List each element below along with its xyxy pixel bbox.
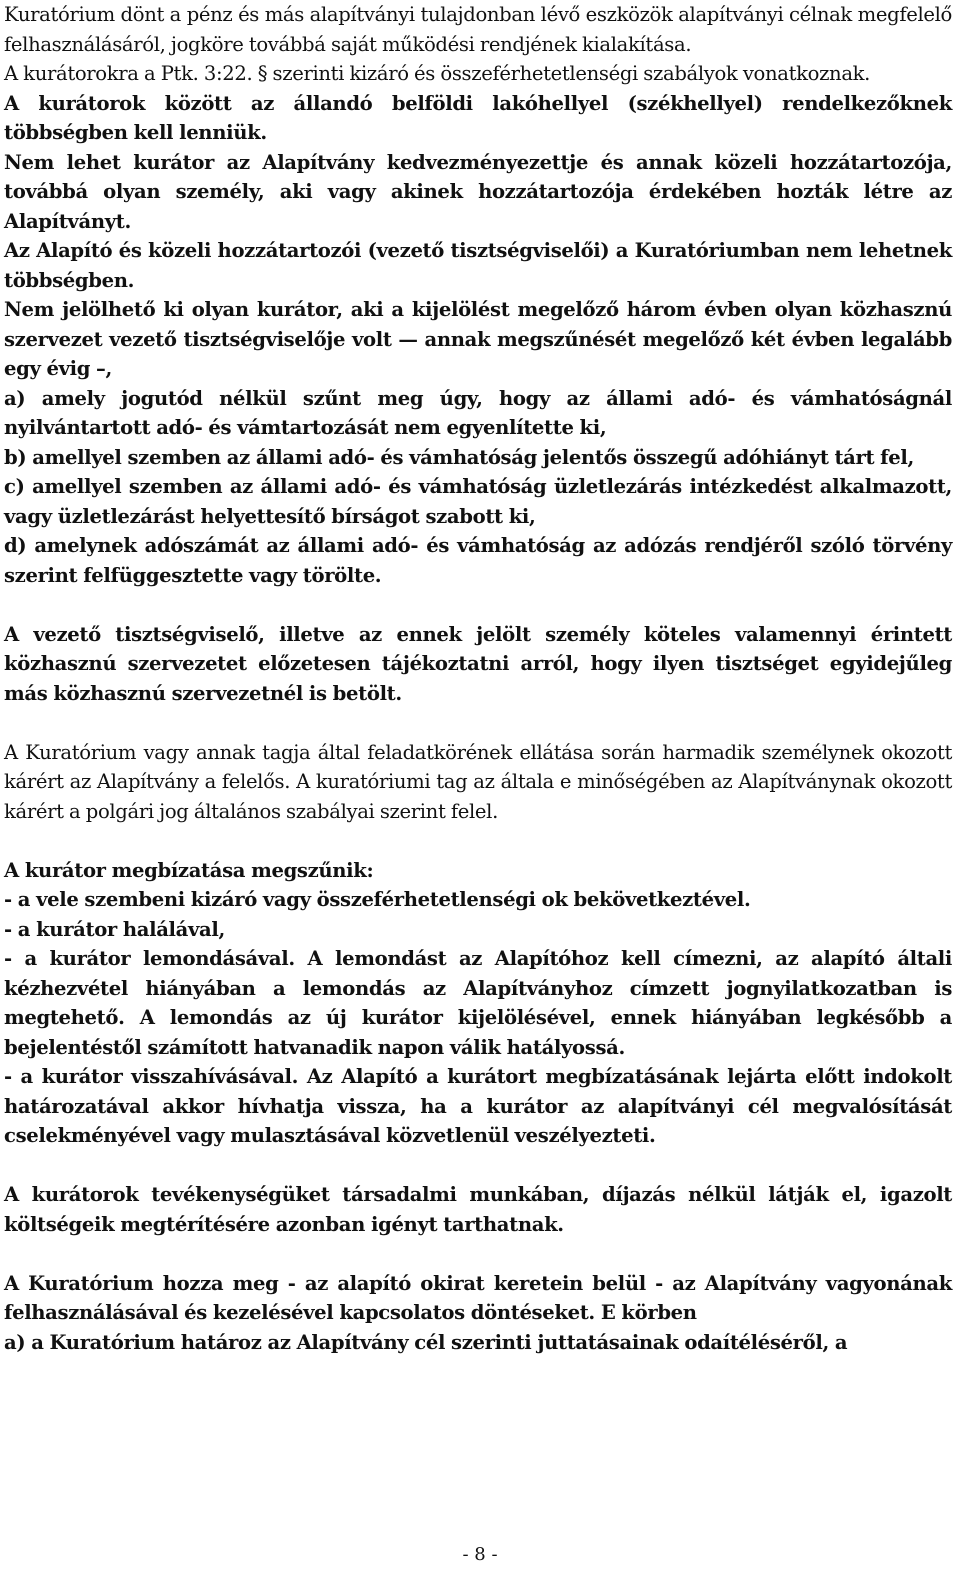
paragraph-spacer (4, 590, 952, 620)
paragraph-spacer (4, 1239, 952, 1269)
paragraph-belfoldi-lakohely: A kurátorok között az állandó belföldi lakóhellyel (székhellyel) rendelkezőknek többségben kell lenniük. (4, 91, 952, 144)
paragraph-spacer (4, 826, 952, 856)
paragraph-ptk-szabalyok: A kurátorokra a Ptk. 3:22. § szerinti kizáró és összeférhetetlenségi szabályok vonatkoznak. (4, 62, 871, 85)
list-item-lemondas: - a kurátor lemondásával. A lemondást az Alapítóhoz kell címezni, az alapító általi kézhezvétel hiányában a lemondás az Alapítványhoz címzett jognyilatkozatban is megtehető. A lemondás az új kurátor kijelölésével, ennek hiányában legkésőbb a bejelentéstől számított hatvanadik napon válik hatályossá. (4, 947, 952, 1059)
document-body (4, 0, 952, 1357)
paragraph-alapito-tobbseg: Az Alapító és közeli hozzátartozói (vezető tisztségviselői) a Kuratóriumban nem lehetnek többségben. (4, 239, 952, 292)
list-item-kizaro-ok: - a vele szembeni kizáró vagy összeférhetetlenségi ok bekövetkeztével. (4, 888, 751, 911)
list-item-a: a) amely jogutód nélkül szűnt meg úgy, hogy az állami adó- és vámhatóságnál nyilvántartott adó- és vámtartozását nem egyenlítette ki, (4, 386, 952, 439)
paragraph-kuratorium-dont: Kuratórium dönt a pénz és más alapítványi tulajdonban lévő eszközök alapítványi célnak megfelelő felhasználásáról, jogköre továbbá saját működési rendjének kialakítása. (4, 3, 952, 56)
paragraph-nem-jelolheto: Nem jelölhető ki olyan kurátor, aki a kijelölést megelőző három évben olyan közhasznú szervezet vezető tisztségviselője volt — annak megszűnését megelőző két évben legalább egy évig –, (4, 298, 952, 380)
paragraph-tajekoztatas: A vezető tisztségviselő, illetve az ennek jelölt személy köteles valamennyi érintett közhasznú szervezetet előzetesen tájékoztatni arról, hogy ilyen tisztséget egyidejűleg más közhasznú szervezetnél is betölt. (4, 622, 952, 705)
paragraph-kuratorium-donteseket: A Kuratórium hozza meg - az alapító okirat keretein belül - az Alapítvány vagyonának felhasználásával és kezelésével kapcsolatos döntéseket. E körben (4, 1271, 952, 1324)
paragraph-tarsadalmi-munka: A kurátorok tevékenységüket társadalmi munkában, díjazás nélkül látják el, igazolt költségeik megtérítésére azonban igényt tarthatnak. (4, 1183, 952, 1236)
paragraph-kedvezmenyezett-kizaras: Nem lehet kurátor az Alapítvány kedvezményezettje és annak közeli hozzátartozója, továbbá olyan személy, aki vagy akinek hozzátartozója érdekében hozták létre az Alapítványt. (4, 150, 952, 233)
paragraph-karfelelosseg: A Kuratórium vagy annak tagja által feladatkörének ellátása során harmadik személynek okozott kárért az Alapítvány a felelős. A kuratóriumi tag az általa e minőségében az Alapítványnak okozott kárért a polgári jog általános szabályai szerint felel. (4, 740, 952, 823)
paragraph-spacer (4, 708, 952, 738)
paragraph-spacer (4, 1151, 952, 1181)
list-item-visszahivas: - a kurátor visszahívásával. Az Alapító a kurátort megbízatásának lejárta előtt indokolt határozatával akkor hívhatja vissza, ha a kurátor az alapítványi cél megvalósítását cselekményével vagy mulasztásával közvetlenül veszélyezteti. (4, 1065, 952, 1147)
list-item-c: c) amellyel szemben az állami adó- és vámhatóság üzletlezárás intézkedést alkalmazott, vagy üzletlezárást helyettesítő bírságot szabott ki, (4, 475, 952, 528)
list-item-d: d) amelynek adószámát az állami adó- és vámhatóság az adózás rendjéről szóló törvény szerint felfüggesztette vagy törölte. (4, 534, 952, 587)
list-item-juttatasok: a) a Kuratórium határoz az Alapítvány cél szerinti juttatásainak odaítéléséről, a (4, 1330, 848, 1354)
page-number: - 8 - (462, 1544, 498, 1565)
list-item-halal: - a kurátor halálával, (4, 917, 225, 941)
list-item-b: b) amellyel szemben az állami adó- és vámhatóság jelentős összegű adóhiányt tárt fel, (4, 445, 914, 469)
heading-megbizatas-megszunik: A kurátor megbízatása megszűnik: (4, 858, 374, 882)
